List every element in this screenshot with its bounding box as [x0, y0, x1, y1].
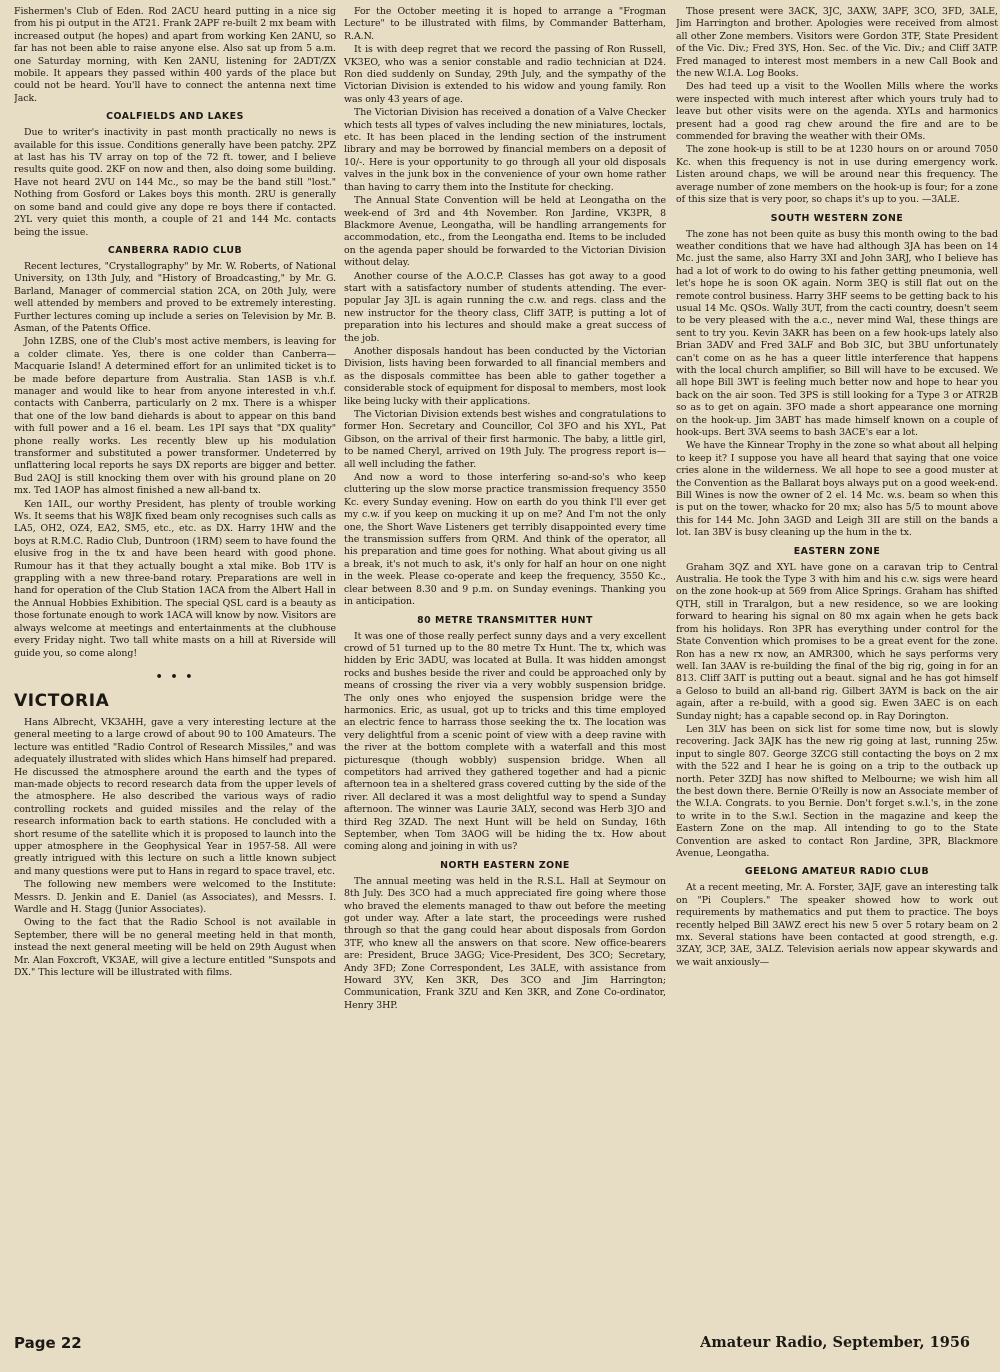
- column-left: [14, 6, 336, 1324]
- paragraph: Recent lectures, "Crystallography" by Mr. W. Roberts, of National University, on 13th July, and "History of Broadcasting," by Mr. G. Barland, Manager of commercial station 2CA, on 20th July, were well attended by members and proved to be extremely interesting. Further lectures coming up include a series on Television by Mr. B. Asman, of the Patents Office.: [14, 260, 336, 334]
- section-heading: CANBERRA RADIO CLUB: [107, 244, 243, 256]
- paragraph: John 1ZBS, one of the Club's most active members, is leaving for a colder climate. Yes, there is one colder than Canberra—Macquarie Island! A determined effort for an unlimited ticket is to be made before departure from Australia. Stan 1ASB is v.h.f. manager and would like to hear from anyone interested in v.h.f. contacts with Canberra, particularly on 2 mx. There is a whisper that one of the low band diehards is about to appear on this band with full power and a 16 el. beam. Les 1PI says that "DX quality" phone really works. Les recently blew up his modulation transformer and substituted a power transformer. Undeterred by unflattering local reports he says DX reports are bigger and better. Bud 2AQJ is still knocking them over with his ground plane on 20 mx. Ted 1AOP has almost finished a new all-band tx.: [14, 336, 336, 497]
- paragraph: And now a word to those interfering so-and-so's who keep cluttering up the slow morse practice transmission frequency 3550 Kc. every Sunday evening. How on earth do you think I'll ever get my c.w. if you keep on mucking it up on me? And I'm not the only one, the Short Wave Listeners get terribly disappointed every time the transmission suffers from QRM. And think of the operator, all his preparation and time goes for nothing. What about giving us all a break, it's not much to ask, it's only for half an hour on one night in the week. Please co-operate and keep the frequency, 3550 Kc., clear between 8.30 and 9 p.m. on Sunday evenings. Thanking you in anticipation.: [344, 472, 666, 608]
- paragraph: Graham 3QZ and XYL have gone on a caravan trip to Central Australia. He took the Type 3 with him and his c.w. sigs were heard on the zone hook-up at 569 from Alice Springs. Graham has shifted QTH, still in Traralgon, but a new residence, so we are looking forward to hearing his signal on 80 mx again when he gets back from his holidays. Ron 3PR has everything under control for the State Convention which promises to be a great event for the zone. Ron has a new rx now, an AMR300, which he says performs very well. Ian 3AAV is re-building the final of the big rig, going in for an 813. Cliff 3AIT is putting out a beaut. signal and he has got himself a Geloso to build an all-band rig. Gilbert 3AYM is back on the air again, after a re-build, with a good sig. Ewen 3AEC is on each Sunday night; has a capable second op. in Ray Dorington.: [676, 561, 998, 722]
- paragraph: Owing to the fact that the Radio School is not available in September, there will be no general meeting held in that month, instead the next general meeting will be held on 29th August when Mr. Alan Foxcroft, VK3AE, will give a lecture entitled "Sunspots and DX." This lecture will be illustrated with films.: [14, 917, 336, 979]
- paragraph: Another disposals handout has been conducted by the Victorian Division, lists having been forwarded to all financial members and as the disposals committee has been able to gather together a considerable stock of equipment for disposal to members, most look like being lucky with their applications.: [344, 345, 666, 407]
- paragraph: The following new members were welcomed to the Institute: Messrs. D. Jenkin and E. Daniel (as Associates), and Messrs. I. Wardle and H. Stagg (Junior Associates).: [14, 879, 336, 915]
- paragraph: The Victorian Division has received a donation of a Valve Checker which tests all types of valves including the new miniatures, loctals, etc. It has been placed in the lending section of the instrument library and may be borrowed by financial members on a deposit of 10/-. Here is your opportunity to go through all your old disposals valves in the junk box in the convenience of your own home rather than having to carry them into the Institute for checking.: [344, 107, 666, 193]
- page-footer: [14, 1334, 970, 1356]
- paragraph: The Annual State Convention will be held at Leongatha on the week-end of 3rd and 4th November. Ron Jardine, VK3PR, 8 Blackmore Avenue, Leongatha, will be handling arrangements for accommodation, etc., from the Leongatha end. Items to be included on the agenda paper should be forwarded to the Victorian Division without delay.: [344, 195, 666, 269]
- paragraph: Fishermen's Club of Eden. Rod 2ACU heard putting in a nice sig from his pi output in the AT21. Frank 2APF re-built 2 mx beam with increased output (he hopes) and apart from working Ken 2ANU, so far has not been able to raise anyone else. Also sat up from 5 a.m. one Saturday morning, with Ken 2ANU, listening for 2ADT/ZX mobile. It appears they passed within 400 yards of the place but could not be heard. You'll have to connect the antenna next time Jack.: [14, 6, 336, 104]
- paragraph: At a recent meeting, Mr. A. Forster, 3AJF, gave an interesting talk on "Pi Couplers." The speaker showed how to work out requirements by mathematics and put them to practice. The boys recently helped Bill 3AWZ erect his new 5 over 5 rotary beam on 2 mx. Several stations have been contacted at good strength, e.g. 3ZAY, 3CP, 3AE, 3ALZ. Television aerials now appear skywards and we wait anxiously—: [676, 882, 998, 968]
- paragraph: It was one of those really perfect sunny days and a very excellent crowd of 51 turned up to the 80 metre Tx Hunt. The tx, which was hidden by Eric 3ADU, was located at Bulla. It was hidden amongst rocks and bushes beside the river and could be approached only by means of crossing the river via a very wobbly suspension bridge. The only ones who enjoyed the suspension bridge were the harmonics. Eric, as usual, got up to tricks and this time employed an electric fence to harrass those seeking the tx. The location was very delightful from a scenic point of view with a deep ravine with the river at the bottom complete with a waterfall and this most picturesque (though wobbly) suspension bridge. When all competitors had arrived they gathered together and had a picnic afternoon tea in a sheltered grass covered cutting by the side of the river. All declared it was a most delightful way to spend a Sunday afternoon. The winner was Laurie 3ALY, second was Herb 3JO and third Reg 3ZAD. The next Hunt will be held on Sunday, 16th September, when Tom 3AOG will be hiding the tx. How about coming along and joining in with us?: [344, 630, 666, 853]
- paragraph: It is with deep regret that we record the passing of Ron Russell, VK3EO, who was a senior constable and radio technician at D24. Ron died suddenly on Sunday, 29th July, and the sympathy of the Victorian Division is extended to his widow and young family. Ron was only 43 years of age.: [344, 44, 666, 105]
- paragraph: For the October meeting it is hoped to arrange a "Frogman Lecture" to be illustrated with films, by Commander Batterham, R.A.N.: [344, 6, 666, 42]
- column-right: [676, 6, 998, 1324]
- paragraph: Ken 1AIL, our worthy President, has plenty of trouble working Ws. It seems that his W8JK fixed beam only recognises such calls as LA5, OH2, OZ4, EA2, SM5, etc., etc. as DX. Harry 1HW and the boys at R.M.C. Radio Club, Duntroon (1RM) seem to have found the elusive frog in the tx and have been heard with good phone. Rumour has it that they actually bought a xtal mike. Bob 1TV is grappling with a new three-band rotary. Preparations are well in hand for operation of the Club Station 1ACA from the Albert Hall in the Annual Hobbies Exhibition. The special QSL card is a beauty as those fortunate enough to work 1ACA will know by now. Visitors are always welcome at meetings and entertainments at the clubhouse every Friday night. Two tall white masts on a hill at Riverside will guide you, so come along!: [14, 498, 336, 659]
- paragraph: The zone has not been quite as busy this month owing to the bad weather conditions that we have had although 3JA has been on 14 Mc. just the same, also Harry 3XI and John 3ARJ, who I believe has had a lot of work to do owing to his father getting pneumonia, well let's hope he is soon OK again. Norm 3EQ is still flat out on the remote control business. Harry 3HF seems to be getting back to his usual 14 Mc. QSOs. Wally 3UT, from the cacti country, doesn't seem to be very pleased with the a.c., never mind Wal, these things are sent to try you. Kevin 3AKR has been on a few hook-ups lately also Brian 3ADV and Fred 3ALF and Bob 3IC, but 3BU unfortunately can't come on as he has a queer little interference that happens with the local church amplifier, so Bill will have to be excused. We all hope Bill 3WT is feeling much better now and hope to hear you back on the air soon. Ted 3PS is still looking for a Type 3 or ATR2B so as to get on again. 3FO made a short appearance one morning on the hook-up. Jim 3ABT has made himself known on a couple of hook-ups. Bert 3VA seems to bash 3ACE's ear a lot.: [676, 228, 998, 438]
- text-columns: [14, 6, 998, 1324]
- publication-title-date: Amateur Radio, September, 1956: [700, 1334, 970, 1351]
- section-heading: COALFIELDS AND LAKES: [106, 111, 244, 123]
- paragraph: Des had teed up a visit to the Woollen Mills where the works were inspected with much interest after which yours truly had to leave but other visits were on the agenda. XYLs and harmonics present had a good rag chew around the fire and are to be commended for braving the weather with their OMs.: [676, 81, 998, 143]
- paragraph: Due to writer's inactivity in past month practically no news is available for this issue. Conditions generally have been patchy. 2PZ at last has his TV array on top of the 72 ft. tower, and I believe results quite good. 2KF on now and then, also doing some building. Have not heard 2VU on 144 Mc., so may be the band still "lost." Nothing from Gosford or Lakes boys this month. 2RU is generally on some band and could give any dope re boys there if contacted. 2YL very quiet this month, a couple of 21 and 144 Mc. contacts being the issue.: [14, 127, 336, 238]
- column-middle: [344, 6, 666, 1324]
- section-heading: GEELONG AMATEUR RADIO CLUB: [744, 866, 930, 878]
- section-title: VICTORIA: [14, 690, 110, 711]
- paragraph: Another course of the A.O.C.P. Classes has got away to a good start with a satisfactory number of students attending. The ever-popular Jay 3JL is again running the c.w. and regs. class and the new instructor for the theory class, Cliff 3ATP, is putting a lot of preparation into his lectures and should make a great success of the job.: [344, 270, 666, 344]
- section-heading: NORTH EASTERN ZONE: [440, 859, 570, 871]
- paragraph: Those present were 3ACK, 3JC, 3AXW, 3APF, 3CO, 3FD, 3ALE, Jim Harrington and brother. Apologies were received from almost all other Zone members. Visitors were Gordon 3TF, State President of the Vic. Div.; Fred 3YS, Hon. Sec. of the Vic. Div.; and Cliff 3ATP. Fred managed to interest most members in a new Call Book and the new W.I.A. Log Books.: [676, 6, 998, 80]
- section-heading: EASTERN ZONE: [793, 545, 881, 557]
- section-heading: SOUTH WESTERN ZONE: [770, 212, 904, 224]
- paragraph: The zone hook-up is still to be at 1230 hours on or around 7050 Kc. when this frequency is not in use during emergency work. Listen around chaps, we will be around near this frequency. The average number of zone members on the hook-up is four; for a zone of this size that is very poor, so chaps it's up to you. —3ALE.: [676, 144, 998, 206]
- page-number: Page 22: [14, 1334, 82, 1352]
- paragraph: Hans Albrecht, VK3AHH, gave a very interesting lecture at the general meeting to a large crowd of about 90 to 100 Amateurs. The lecture was entitled "Radio Control of Research Missiles," and was adequately illustrated with slides which Hans himself had prepared. He discussed the atmosphere around the earth and the types of man-made objects to record research data from the upper levels of the atmosphere. He also described the various ways of radio controlling rockets and guided missiles and the relay of the research information back to earth stations. He concluded with a short resume of the satellite which it is proposed to launch into the upper atmosphere in the Geophysical Year in 1957-58. All were greatly intrigued with this lecture on such a little known subject and many questions were put to Hans in regard to space travel, etc.: [14, 716, 336, 877]
- paragraph: Len 3LV has been on sick list for some time now, but is slowly recovering. Jack 3AJK has the new rig going at last, running 25w. input to single 807. George 3ZCG still contacting the boys on 2 mx with the 522 and I hear he is going on a trip to the outback up north. Peter 3ZDJ has now shifted to Melbourne; we wish him all the best down there. Bernie O'Reilly is now an Associate member of the W.I.A. Congrats. to you Bernie. Don't forget s.w.l.'s, in the zone to write in to the S.w.l. Section in the magazine and keep the Eastern Zone on the map. All intending to go to the State Convention are asked to contact Ron Jardine, 3PR, Blackmore Avenue, Leongatha.: [676, 723, 998, 859]
- paragraph: We have the Kinnear Trophy in the zone so what about all helping to keep it? I suppose you have all heard that saying that one voice cries alone in the wilderness. We all hope to see a good muster at the Convention as the Ballarat boys always put on a good week-end. Bill Wines is now the owner of 2 el. 14 Mc. w.s. beam so when this is put on the tower, whacko for 20 mx; also has 5/5 to mount above this for 144 Mc. John 3AGD and Leigh 3II are still on the bands a lot. Ian 3BV is busy cleaning up the hum in the tx.: [676, 440, 998, 539]
- paragraph: The annual meeting was held in the R.S.L. Hall at Seymour on 8th July. Des 3CO had a much appreciated fire going where those who braved the elements managed to thaw out before the meeting got under way. After a late start, the proceedings were rushed through so that the gang could hear about disposals from Gordon 3TF, who knew all the answers on that score. New office-bearers are: President, Bruce 3AGG; Vice-President, Des 3CO; Secretary, Andy 3FD; Zone Correspondent, Les 3ALE, with assistance from Howard 3YV, Ken 3KR, Des 3CO and Jim Harrington; Communication, Frank 3ZU and Ken 3KR, and Zone Co-ordinator, Henry 3HP.: [344, 875, 666, 1011]
- section-divider: • • •: [155, 669, 195, 683]
- section-heading: 80 METRE TRANSMITTER HUNT: [417, 614, 593, 626]
- paragraph: The Victorian Division extends best wishes and congratulations to former Hon. Secretary and Councillor, Col 3FO and his XYL, Pat Gibson, on the arrival of their first harmonic. The baby, a little girl, to be named Cheryl, arrived on 19th July. The progress report is—all well including the father.: [344, 409, 666, 470]
